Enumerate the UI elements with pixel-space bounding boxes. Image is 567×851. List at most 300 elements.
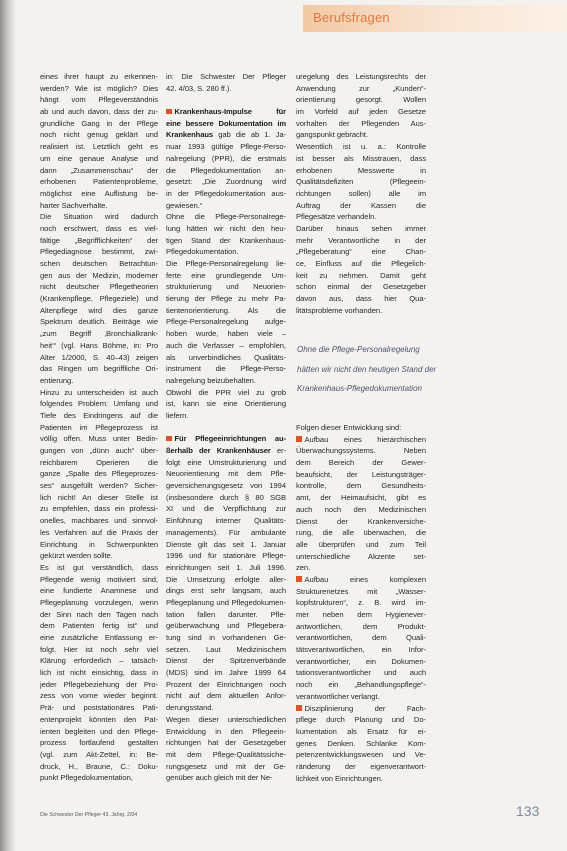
line-text: Altenpflege wird dies ganze (40, 305, 158, 315)
text-line (40, 539, 158, 551)
text-line (296, 281, 426, 293)
text-line (166, 562, 286, 574)
text-line (296, 597, 426, 609)
line-text: punkt Pflegedokumentation, (40, 773, 133, 783)
line-text: (vgl. zum Akt-Zettel, in: Be- (40, 749, 158, 759)
line-text: noch ein „Behandlungspflege“- (296, 680, 426, 690)
text-line (166, 316, 286, 328)
text-line (296, 504, 426, 516)
text-line (40, 503, 158, 515)
text-line (296, 703, 426, 715)
text-line (40, 235, 158, 247)
text-line (40, 562, 158, 574)
text-line (296, 749, 426, 761)
text-line (40, 363, 158, 375)
line-text: Aufbau eines hierarchischen (304, 434, 426, 444)
text-line (166, 726, 286, 738)
text-line (296, 305, 426, 317)
text-line (166, 363, 286, 375)
line-text: instrument die Pflege-Perso- (166, 364, 286, 374)
text-line (296, 165, 426, 177)
column-1 (40, 71, 158, 784)
line-text: erhobenen Messwerte in (296, 165, 426, 175)
text-line (40, 527, 158, 539)
line-text: Pflegeplanung vorzulegen, wenn (40, 597, 158, 607)
text-line (166, 527, 286, 539)
line-text: vorhalten der Pflegenden Aus- (296, 118, 426, 128)
line-text: auch noch den Medizinischen (296, 504, 426, 514)
text-line (40, 176, 158, 188)
line-text: im Vorfeld auf jeden Gesetze (296, 107, 426, 117)
text-line (40, 398, 158, 410)
text-line (40, 597, 158, 609)
line-text: Pflegeplanung und Pflegedokumen- (166, 597, 286, 607)
text-line (40, 468, 158, 480)
paragraph (40, 71, 158, 211)
line-text: Pflegesätze verhandeln. (296, 212, 377, 222)
text-line (40, 690, 158, 702)
text-line (296, 621, 426, 633)
text-line (40, 211, 158, 223)
paragraph (40, 211, 158, 386)
text-line (296, 679, 426, 691)
line-text: Patienten im Pflegeprozess ist (40, 422, 158, 432)
line-text: Pflegende wenig motiviert sind, (40, 574, 158, 584)
text-line (40, 270, 158, 282)
text-line (166, 737, 286, 749)
text-line (296, 469, 426, 481)
text-line (40, 679, 158, 691)
line-text: gekürzt werden sollte. (40, 551, 113, 561)
text-line (40, 457, 158, 469)
text-line (166, 539, 286, 551)
text-line (40, 281, 158, 293)
line-text: les Verfahren auf die Praxis der (40, 527, 158, 537)
line-text: prozess fortlaufend gestalten (40, 738, 158, 748)
line-text: Einführung interner Qualitäts- (166, 516, 286, 526)
line-text: Wegen dieser unterschiedlichen (166, 714, 286, 724)
line-text: Überwachungssystems. Neben (296, 446, 426, 456)
text-line (296, 153, 426, 165)
text-line (40, 585, 158, 597)
paragraph (166, 211, 286, 258)
text-line (40, 644, 158, 656)
line-text: Es ist gut verständlich, dass (40, 562, 158, 572)
line-text: möglichst eine Auflistung be- (40, 188, 158, 198)
section-heading-line (166, 445, 286, 457)
line-text: genüber auch gleich mit der Ne- (166, 773, 273, 783)
text-line (40, 340, 158, 352)
line-text: werden? Wie ist möglich? Dies (40, 83, 158, 93)
text-line (40, 492, 158, 504)
line-text: Qualitätsdefiziten (Pflegeein- (296, 177, 426, 187)
text-line (296, 188, 426, 200)
line-text: hoben wurde, haben viele – (166, 329, 286, 339)
line-text: Die Pflege-Personalregelung lie- (166, 259, 286, 268)
bullet-item (296, 703, 426, 785)
line-text: dem Patienten fertig ist“ und (40, 621, 158, 631)
text-line (166, 387, 286, 399)
line-text: nicht deutscher Pflegetheorien (40, 282, 158, 292)
line-text: unterschiedliche Akzente set- (296, 551, 426, 561)
line-text: geüberwachung und Pflegebera- (166, 621, 286, 631)
text-line (166, 293, 286, 305)
line-text: gungen von „dünn auch“ über- (40, 446, 158, 455)
text-line (166, 328, 286, 340)
line-text: harter Sachverhalte. (40, 200, 108, 210)
line-text: gewiesen.“ (166, 200, 203, 210)
line-text: Ohne die Pflege-Personalrege- (166, 212, 286, 222)
line-text: zu empfehlen, dass ein professi- (40, 504, 158, 514)
text-line (166, 667, 286, 679)
text-line (166, 71, 286, 83)
text-line (166, 270, 286, 282)
text-line (166, 761, 286, 773)
line-text: in der Pflegedokumentation aus- (166, 188, 286, 198)
line-text: ganze „Spalte des Pflegeprozes- (40, 469, 158, 479)
text-line (40, 293, 158, 305)
text-line (166, 305, 286, 317)
text-line (296, 293, 426, 305)
column-2-intro (166, 71, 286, 94)
section-heading-text: eine bessere Dokumentation im (166, 118, 286, 128)
line-text: Die Situation wird dadurch (40, 212, 158, 222)
text-line (166, 246, 286, 258)
line-text: das Ringen um begriffliche Ori- (40, 364, 158, 374)
line-text: die Pflegedokumentation an- (166, 165, 286, 175)
line-text: völlig offen. Muss unter Bedin- (40, 434, 158, 444)
line-text: ienten begleiten und den Pflege- (40, 726, 158, 736)
line-text: rungsgesetz und mit der Ge- (166, 761, 286, 771)
text-line (40, 188, 158, 200)
pull-quote-line: Krankenhaus-Pflegedokumentation (297, 384, 422, 393)
line-text: Dienst der Spitzenverbände (166, 656, 286, 666)
text-line (296, 492, 426, 504)
line-text: genes Denken. Schlanke Kom- (296, 738, 426, 748)
text-line (40, 702, 158, 714)
paragraph (296, 223, 426, 317)
text-line (166, 515, 286, 527)
line-text: 1996 und für stationäre Pflege- (166, 551, 286, 561)
paragraph (166, 387, 286, 422)
body-text: gab die ab 1. Ja- (218, 130, 286, 140)
text-line (166, 702, 286, 714)
line-text: derungsstand. (166, 703, 214, 713)
text-line (296, 586, 426, 598)
text-line (166, 503, 286, 515)
line-text: tigen Stand der Krankenhaus- (166, 235, 286, 245)
pull-quote-line: hätten wir nicht den heutigen Stand der (297, 364, 437, 374)
line-text: ab und auch davon, dass der zu- (40, 107, 158, 117)
line-text: einrichtungen seit 1. Juli 1996. (166, 562, 286, 572)
text-line (166, 165, 286, 177)
paragraph (296, 71, 426, 141)
line-text: Prozent der Einrichtungen noch (166, 679, 286, 689)
line-text: „zum Begriff ‚Bronchialkrank- (40, 329, 158, 339)
line-text: (MDS) sind im Jahre 1999 64 (166, 668, 286, 678)
line-text: Disziplinierung der Fach- (304, 703, 426, 713)
section-heading-line (166, 129, 286, 141)
line-text: reichbarem Operieren die (40, 457, 158, 467)
text-line (296, 691, 426, 703)
line-text: Anwendung zur „Kunden“- (296, 83, 426, 93)
text-line (296, 270, 426, 282)
text-line (166, 492, 286, 504)
line-text: heit‘“ (vgl. Hans Böhme, in: Pro (40, 340, 158, 350)
text-line (296, 761, 426, 773)
line-text: pflege durch Planung und Do- (296, 715, 426, 725)
text-line (40, 445, 158, 457)
line-text: druck, H., Braune, C.: Doku- (40, 761, 158, 771)
line-text: Alter 1/2000, S. 40–43) zeigen (40, 352, 158, 362)
line-text: tientenorientierung. Als die (166, 305, 286, 315)
section-heading-text: Für Pflegeeinrichtungen au- (174, 434, 286, 444)
line-text: verantwortlicher, ein Dokumen- (296, 656, 426, 666)
text-line (166, 574, 286, 586)
line-text: nalregelung beizubehalten. (166, 375, 256, 385)
paragraph (296, 141, 426, 223)
line-text: alle überprüfen und zum Teil (296, 539, 426, 549)
paragraph (166, 258, 286, 387)
text-line (40, 375, 158, 387)
text-line (296, 106, 426, 118)
line-text: Aufbau eines komplexen (304, 574, 426, 584)
text-line (296, 644, 426, 656)
line-text: folgendes Problem: Umfang und (40, 399, 158, 409)
section-hospital-documentation (166, 106, 286, 422)
line-text: gangspunkt gebracht. (296, 130, 369, 140)
page-number: 133 (516, 803, 540, 819)
line-text: Tiefe des Eindringens auf die (40, 410, 158, 420)
bullet-list (296, 434, 426, 785)
text-line (166, 83, 286, 95)
text-line (296, 258, 426, 270)
line-text: Pflege-Personalregelung aufge- (166, 317, 286, 327)
line-text: ferte eine grundlegende Um- (166, 270, 286, 280)
text-line (166, 235, 286, 247)
line-text: Die Umsetzung erfolgte aller- (166, 574, 286, 584)
line-text: Prä- und poststationäres Pati- (40, 703, 158, 713)
line-text: Dienst der Krankenversiche- (296, 516, 426, 526)
line-text: richtungen sollen) alle im (296, 188, 426, 198)
text-line (166, 480, 286, 492)
line-text: eine fundierte Anamnese und (40, 586, 158, 596)
text-line (166, 632, 286, 644)
text-line (296, 516, 426, 528)
line-text: gesetzt: „Die Zuordnung wird (166, 177, 286, 187)
line-text: keit zu nehmen. Damit geht (296, 270, 426, 280)
text-line (166, 398, 286, 410)
text-line (40, 422, 158, 434)
line-text: Wesentlich ist u. a.: Kontrolle (296, 142, 426, 152)
line-text: nuar 1993 gültige Pflege-Perso- (166, 142, 286, 152)
text-line (40, 316, 158, 328)
paragraph-gap (166, 422, 286, 434)
text-line (296, 480, 426, 492)
line-text: dings erst sehr langsam, auch (166, 586, 286, 596)
text-line (40, 305, 158, 317)
line-text: lich nicht! An dieser Stelle ist (40, 492, 158, 502)
text-line (166, 620, 286, 632)
line-text: folgt. Hier ist noch sehr viel (40, 644, 158, 654)
line-text: eines ihrer haupt zu erkennen- (40, 72, 158, 81)
text-line (40, 165, 158, 177)
text-line (166, 772, 286, 784)
line-text: ränderung der eigenverantwort- (296, 761, 426, 771)
line-text: Spektrum deutlich. Beiträge wie (40, 317, 158, 327)
line-text: (Krankenpflege, Pflegeziele) und (40, 294, 158, 304)
text-line (40, 655, 158, 667)
paragraph (166, 714, 286, 784)
text-line (40, 550, 158, 562)
line-text: ses“ ausgefüllt werden? Sicher- (40, 481, 158, 491)
line-text: davon aus, dass hier Qua- (296, 294, 426, 304)
text-line (296, 83, 426, 95)
square-bullet-icon (296, 436, 302, 442)
line-text: tationsverantwortlicher und auch (296, 668, 426, 678)
line-text: der Sinn nach den Tagen nach (40, 609, 158, 619)
text-line (40, 480, 158, 492)
line-text: schen deutschen Betrachtun- (40, 259, 158, 268)
line-text: verantwortlichen, dem Quali- (296, 633, 426, 643)
text-line (40, 620, 158, 632)
text-line (296, 94, 426, 106)
text-line (166, 340, 286, 352)
line-text: mehr Verantwortliche in der (296, 235, 426, 245)
line-text: ist besser als Misstrauen, dass (296, 153, 426, 163)
text-line (296, 562, 426, 574)
body-text: er- (277, 446, 286, 455)
line-text: lich ist nicht einsichtig, dass in (40, 668, 158, 678)
line-text: in: Die Schwester Der Pfleger (166, 72, 286, 81)
text-line (40, 387, 158, 399)
line-text: erhobenen Patientenprobleme, (40, 177, 158, 187)
text-line (296, 574, 426, 586)
line-text: dem Bereich der Gewer- (296, 458, 426, 468)
text-line (40, 153, 158, 165)
text-line (40, 726, 158, 738)
text-line (296, 457, 426, 469)
text-line (166, 141, 286, 153)
text-line (166, 153, 286, 165)
line-text: Auftrag der Kassen die (296, 200, 426, 210)
line-text: fältige „Begrifflichkeiten“ der (40, 235, 158, 245)
text-line (166, 176, 286, 188)
text-line (40, 258, 158, 270)
square-bullet-icon (296, 576, 302, 582)
paragraph (166, 141, 286, 211)
text-line (40, 749, 158, 761)
line-text: Entwicklung in den Pflegeein- (166, 726, 286, 736)
line-text: antwortlichen, dem Produkt- (296, 621, 426, 631)
line-text: Dienste gilt das seit 1. Januar (166, 539, 286, 549)
text-line (296, 246, 426, 258)
line-text: kopfstrukturen“, z. B. wird im- (296, 598, 426, 608)
text-line (166, 749, 286, 761)
text-line (166, 375, 286, 387)
line-text: kontrolle, dem Gesundheits- (296, 481, 426, 491)
line-text: folgt eine Umstrukturierung und (166, 457, 286, 467)
pull-quote-line: Ohne die Pflege-Personalregelung (297, 345, 420, 354)
list-intro-text: Folgen dieser Entwicklung sind: (296, 423, 402, 432)
text-line (296, 726, 426, 738)
line-text: mit dem Pflege-Qualitätssiche- (166, 749, 286, 759)
line-text: tierung der Pflege zu mehr Pa- (166, 294, 286, 304)
line-text: beaufsicht, der Leistungsträger- (296, 469, 426, 479)
text-line (40, 106, 158, 118)
text-line (40, 714, 158, 726)
line-text: lichkeit von Einrichtungen. (296, 773, 383, 783)
text-line (40, 737, 158, 749)
text-line (296, 141, 426, 153)
section-heading-text: Krankenhaus-Impulse für (174, 107, 286, 117)
line-text: Klärung erforderlich – tatsäch- (40, 656, 158, 666)
text-line (296, 632, 426, 644)
line-text: litätsprobleme vorhanden. (296, 305, 383, 315)
line-text: Darüber hinaus sehen immer (296, 223, 426, 233)
bullet-item (296, 434, 426, 574)
line-text: Obwohl die PPR viel zu grob (166, 387, 286, 397)
text-line (40, 574, 158, 586)
section-heading-line (166, 433, 286, 445)
text-line (296, 527, 426, 539)
text-line (40, 609, 158, 621)
paragraph (166, 457, 286, 714)
line-text: eine zusätzliche Entlassung er- (40, 633, 158, 642)
text-line (296, 223, 426, 235)
scan-edge-shadow (0, 0, 16, 851)
text-line (166, 410, 286, 422)
line-text: nicht auf dem aktuellen Anfor- (166, 691, 286, 701)
section-body (166, 141, 286, 422)
text-line (296, 609, 426, 621)
line-text: mer neben dem Hygienever- (296, 610, 426, 619)
text-line (40, 352, 158, 364)
line-text: nalregelung (PPR), die erstmals (166, 153, 286, 163)
square-bullet-icon (166, 109, 172, 115)
paragraph (40, 562, 158, 784)
line-text: „Pflegeberatung“ eine Chan- (296, 247, 426, 257)
line-text: auch die Verfasser – empfohlen, (166, 340, 286, 350)
column-3-upper (296, 71, 426, 316)
section-header-band (303, 5, 567, 32)
section-body (166, 457, 286, 784)
line-text: jeder Pflegebeziehung der Pro- (40, 679, 158, 689)
text-line (296, 656, 426, 668)
text-line (40, 667, 158, 679)
text-line (40, 761, 158, 773)
section-heading-text: Krankenhaus (166, 130, 214, 140)
bullet-item (296, 574, 426, 703)
square-bullet-icon (166, 436, 172, 442)
line-text: tätsverantwortlichen, ein Infor- (296, 645, 426, 655)
text-line (296, 176, 426, 188)
text-line (166, 679, 286, 691)
line-text: managements). Für ambulante (166, 527, 286, 537)
text-line (166, 468, 286, 480)
text-line (166, 352, 286, 364)
text-line (40, 141, 158, 153)
text-line (166, 211, 286, 223)
line-text: lung hätten wir nicht den heu- (166, 223, 286, 233)
line-text: Neuorientierung mit dem Pfle- (166, 469, 286, 479)
line-text: ist, kann sie eine Orientierung (166, 399, 286, 409)
list-intro (296, 422, 426, 434)
text-line (296, 129, 426, 141)
line-text: entenprojekt könnten den Pat- (40, 714, 158, 724)
line-text: rung, die alle überwachen, die (296, 528, 426, 538)
line-text: Pflegedokumentation. (166, 247, 239, 257)
